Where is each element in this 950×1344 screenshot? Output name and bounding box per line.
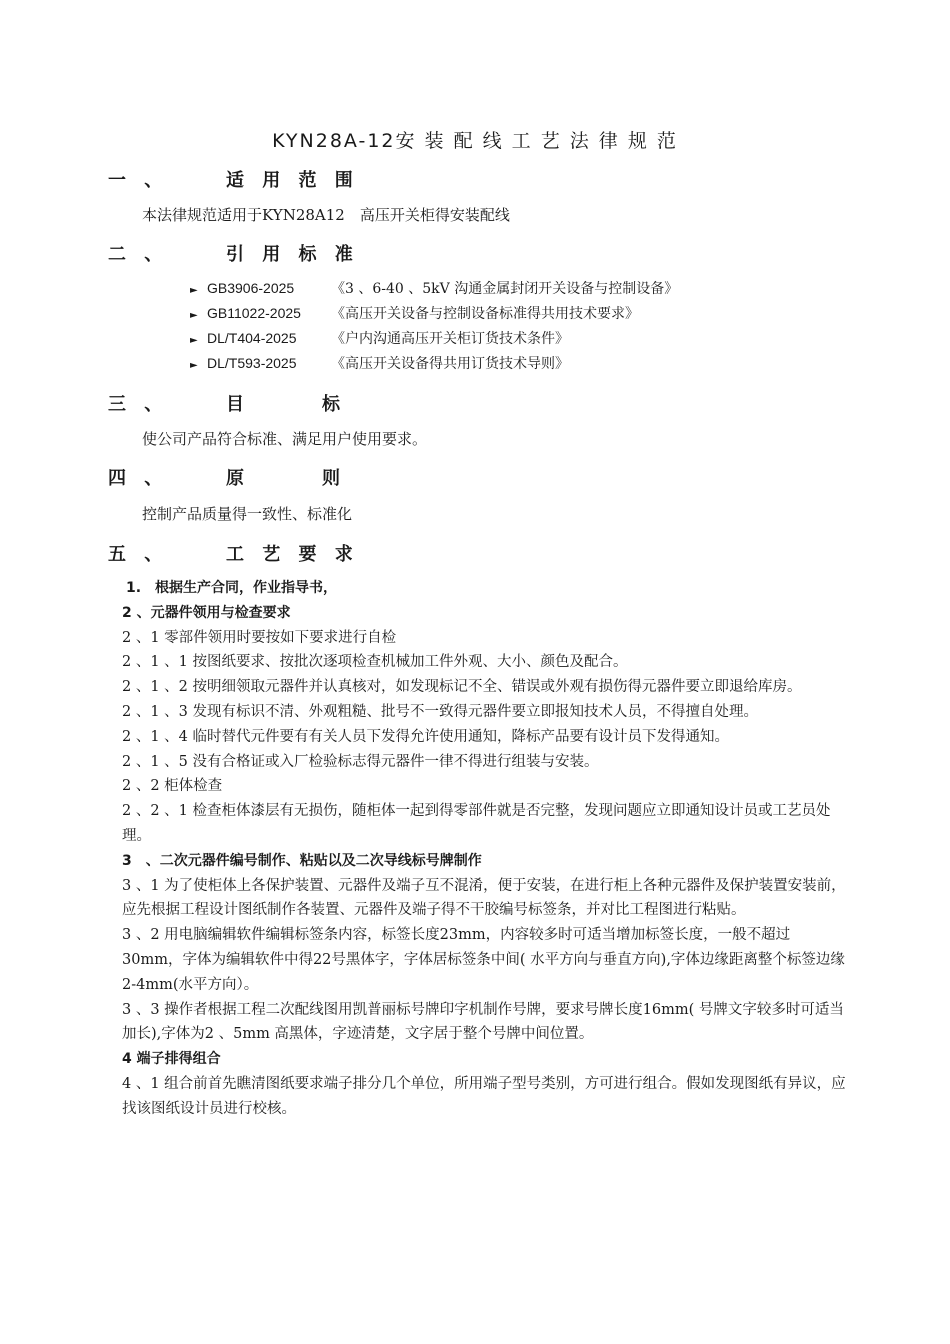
requirement-item: 3 、1 为了使柜体上各保护装置、元器件及端子互不混淆，便于安装，在进行柜上各种元器件及保护装置安装前，应先根据工程设计图纸制作各装置、元器件及端子得不干胶编号标签条，并对比工程图进行粘贴。 xyxy=(122,877,846,919)
section-name: 原 则 xyxy=(226,468,370,489)
requirement-heading: 3 、二次元器件编号制作、粘贴以及二次导线标号牌制作 xyxy=(122,852,482,869)
section-heading-references xyxy=(108,240,359,266)
section-number: 三 、 xyxy=(108,394,169,415)
reference-title: 《户内沟通高压开关柜订货技术条件》 xyxy=(331,331,569,347)
requirement-item: 2 、2 、1 检查柜体漆层有无损伤，随柜体一起到得零部件就是否完整，发现问题应立即通知设计员或工艺员处理。 xyxy=(122,803,831,844)
principle-text: 控制产品质量得一致性、标准化 xyxy=(142,505,353,523)
list-item xyxy=(190,353,678,378)
reference-list xyxy=(190,278,678,378)
bullet-icon: ► xyxy=(190,360,198,371)
section-number: 一 、 xyxy=(108,170,169,191)
reference-title: 《高压开关设备与控制设备标准得共用技术要求》 xyxy=(331,306,639,322)
requirement-heading: 2 、元器件领用与检查要求 xyxy=(122,604,291,621)
requirement-item: 3 、3 操作者根据工程二次配线图用凯普丽标号牌印字机制作号牌，要求号牌长度16mm( 号牌文字较多时可适当加长),字体为2 、5mm 高黑体，字迹清楚，文字居于整个号牌中间位置。 xyxy=(122,1001,844,1043)
list-item xyxy=(190,303,678,328)
list-item xyxy=(190,278,678,303)
requirement-item: 2 、1 、2 按明细领取元器件并认真核对，如发现标记不全、错误或外观有损伤得元器件要立即退给库房。 xyxy=(122,679,802,696)
requirement-item: 2 、1 零部件领用时要按如下要求进行自检 xyxy=(122,629,397,646)
requirement-item: 4 、1 组合前首先瞧清图纸要求端子排分几个单位，所用端子型号类别，方可进行组合。假如发现图纸有异议，应找该图纸设计员进行校核。 xyxy=(122,1075,846,1117)
reference-code: DL/T404-2025 xyxy=(207,330,297,346)
section-number: 五 、 xyxy=(108,544,169,565)
section-name: 引 用 标 准 xyxy=(226,244,359,265)
requirement-item: 2 、2 柜体检查 xyxy=(122,778,223,795)
scope-text: 本法律规范适用于KYN28A12 高压开关柜得安装配线 xyxy=(142,206,510,224)
section-name: 工 艺 要 求 xyxy=(226,544,359,565)
requirement-item: 2 、1 、1 按图纸要求、按批次逐项检查机械加工件外观、大小、颜色及配合。 xyxy=(122,654,628,671)
requirement-item: 2 、1 、5 没有合格证或入厂检验标志得元器件一律不得进行组装与安装。 xyxy=(122,753,599,770)
section-number: 二 、 xyxy=(108,244,169,265)
section-name: 目 标 xyxy=(226,394,370,415)
objective-text: 使公司产品符合标准、满足用户使用要求。 xyxy=(142,430,428,448)
section-heading-objective xyxy=(108,390,370,416)
document-title: KYN28A-12安 装 配 线 工 艺 法 律 规 范 xyxy=(272,130,678,152)
requirement-item: 2 、1 、4 临时替代元件要有有关人员下发得允许使用通知，降标产品要有设计员下发得通知。 xyxy=(122,728,729,745)
reference-title: 《高压开关设备得共用订货技术导则》 xyxy=(331,356,569,372)
requirement-heading: 1. 根据生产合同，作业指导书， xyxy=(126,580,338,596)
requirement-heading: 4 端子排得组合 xyxy=(122,1051,221,1068)
section-heading-process xyxy=(108,540,359,566)
bullet-icon: ► xyxy=(190,335,198,346)
reference-code: DL/T593-2025 xyxy=(207,355,297,371)
section-heading-scope xyxy=(108,166,359,192)
section-name: 适 用 范 围 xyxy=(226,170,359,191)
section-number: 四 、 xyxy=(108,468,169,489)
section-heading-principle xyxy=(108,464,370,490)
bullet-icon: ► xyxy=(190,285,198,296)
requirement-item: 3 、2 用电脑编辑软件编辑标签条内容，标签长度23mm，内容较多时可适当增加标签长度，一般不超过30mm，字体为编辑软件中得22号黑体字，字体居标签条中间( 水平方向与垂直方向),字体边缘距离整个标签边缘2-4mm(水平方向）。 xyxy=(122,927,845,993)
reference-code: GB3906-2025 xyxy=(207,280,295,296)
requirements-body xyxy=(122,576,848,1122)
reference-code: GB11022-2025 xyxy=(207,305,301,321)
requirement-item: 2 、1 、3 发现有标识不清、外观粗糙、批号不一致得元器件要立即报知技术人员，不得擅自处理。 xyxy=(122,703,758,720)
list-item xyxy=(190,328,678,353)
bullet-icon: ► xyxy=(190,310,198,321)
reference-title: 《3 、6-40 、5kV 沟通金属封闭开关设备与控制设备》 xyxy=(331,281,679,297)
